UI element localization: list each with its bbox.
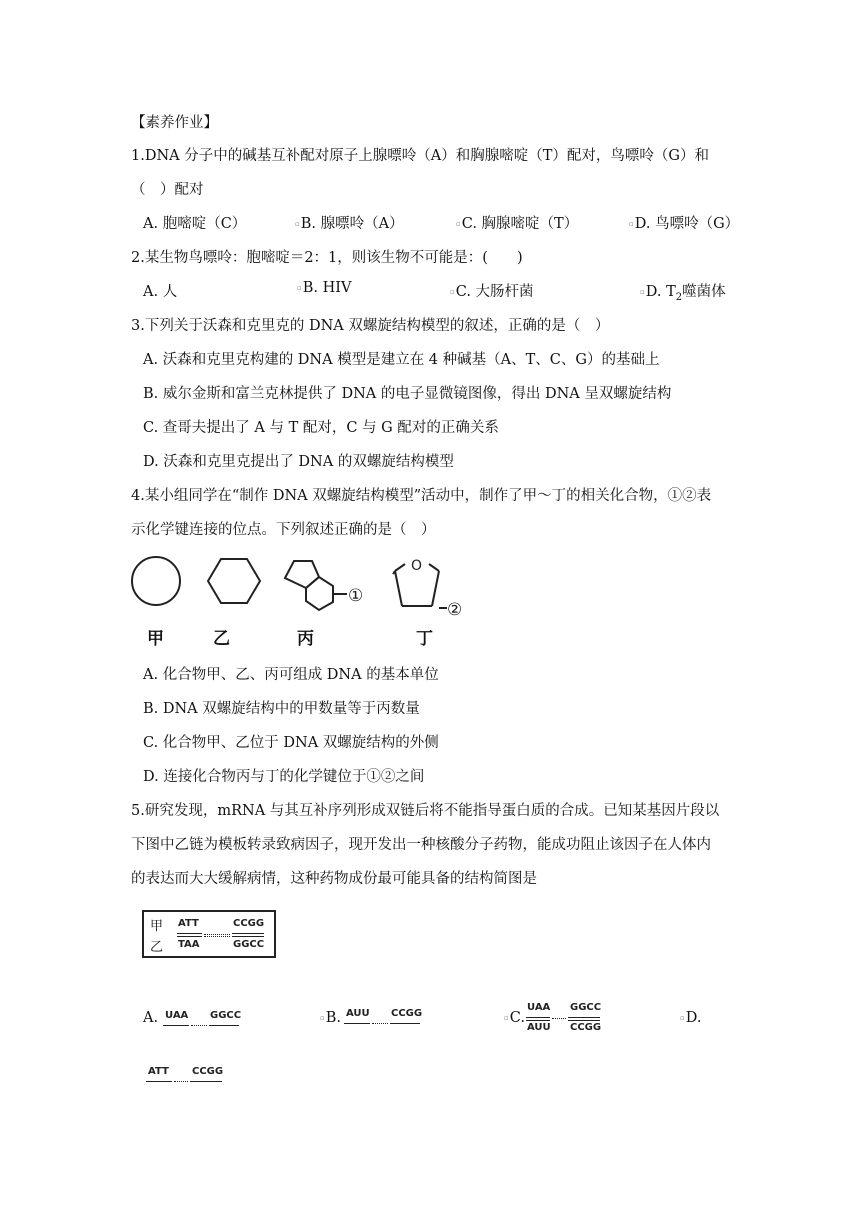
q5-option-c-diagram: [526, 1000, 606, 1038]
q2-option-c-text: C. 大肠杆菌: [455, 284, 534, 300]
label-bing: 丙: [297, 629, 314, 649]
q2-option-d-sub: 2: [675, 291, 683, 303]
option-b-dots: [372, 1023, 388, 1024]
q1-option-d: ▫D. 鸟嘌呤（G）: [629, 216, 740, 232]
q5-option-d-label-text: D.: [685, 1010, 702, 1026]
q4-stem-line2: 示化学键连接的位点。下列叙述正确的是（ ）: [131, 522, 436, 538]
q3-option-b: B. 威尔金斯和富兰克林提供了 DNA 的电子显微镜图像，得出 DNA 呈双螺旋结构: [143, 386, 672, 402]
chain2-right-seq: GGCC: [233, 939, 265, 950]
q5-option-a-diagram: [163, 1008, 243, 1030]
q1-option-b: ▫B. 腺嘌呤（A）: [295, 216, 404, 232]
q4-option-a: A. 化合物甲、乙、丙可组成 DNA 的基本单位: [143, 667, 439, 683]
q5-option-b-label-text: B.: [325, 1010, 342, 1026]
base-pair-line-right: [232, 933, 264, 937]
q1-option-d-text: D. 鸟嘌呤（G）: [634, 216, 740, 232]
section-title: 【素养作业】: [131, 115, 218, 131]
q1-stem-line1: 1.DNA 分子中的碱基互补配对原子上腺嘌呤（A）和胸腺嘧啶（T）配对，鸟嘌呤（G）和: [131, 148, 709, 164]
q3-option-c: C. 查哥夫提出了 A 与 T 配对，C 与 G 配对的正确关系: [143, 420, 499, 436]
site-mark-2: ②: [447, 600, 463, 620]
q1-stem-line2: （ ）配对: [131, 182, 204, 198]
q1-option-a: A. 胞嘧啶（C）: [143, 216, 247, 232]
label-ding: 丁: [416, 629, 433, 649]
option-c-top-left: UAA: [527, 1002, 551, 1013]
chain1-right-seq: CCGG: [233, 918, 265, 929]
q4-option-d: D. 连接化合物丙与丁的化学键位于①②之间: [143, 769, 425, 785]
option-c-pair-dots: [552, 1018, 566, 1019]
q5-stem-line1: 5.研究发现，mRNA 与其互补序列形成双链后将不能指导蛋白质的合成。已知某基因片段以: [131, 803, 720, 819]
q5-option-c-label: ▫C.: [504, 1010, 525, 1026]
option-a-left: UAA: [165, 1010, 189, 1021]
q5-option-a-label: A.: [143, 1010, 159, 1026]
q4-option-b: B. DNA 双螺旋结构中的甲数量等于丙数量: [143, 701, 420, 717]
option-c-pair-line-2: [568, 1017, 600, 1021]
base-pair-line-left: [177, 933, 202, 937]
option-d-right: CCGG: [192, 1066, 224, 1077]
q2-option-b: ▫B. HIV: [297, 280, 352, 296]
compound-yi-hexagon: [208, 559, 260, 603]
chain2-left-seq: TAA: [178, 939, 200, 950]
option-c-bottom-right: CCGG: [570, 1022, 602, 1033]
q5-option-b-label: ▫B.: [320, 1010, 342, 1026]
option-a-dots: [191, 1025, 207, 1026]
q5-option-d-label: ▫D.: [680, 1010, 702, 1026]
q2-stem: 2.某生物鸟嘌呤：胞嘧啶＝2：1，则该生物不可能是：( ): [131, 250, 523, 266]
q5-option-d-diagram: [146, 1064, 226, 1086]
q5-stem-line3: 的表达而大大缓解病情，这种药物成份最可能具备的结构简图是: [131, 871, 537, 887]
q4-stem-line1: 4.某小组同学在“制作 DNA 双螺旋结构模型”活动中，制作了甲～丁的相关化合物，①②表: [131, 488, 712, 504]
q2-option-d: ▫D. $T_2$噬菌体: [640, 284, 726, 303]
q5-option-c-label-text: C.: [509, 1010, 525, 1026]
q1-option-c-text: C. 胸腺嘧啶（T）: [461, 216, 579, 232]
chain2-label: 乙: [150, 940, 164, 955]
option-c-bottom-left: AUU: [527, 1022, 551, 1033]
option-b-right: CCGG: [391, 1008, 423, 1019]
q1-option-c: ▫C. 胸腺嘧啶（T）: [456, 216, 579, 232]
q4-option-c: C. 化合物甲、乙位于 DNA 双螺旋结构的外侧: [143, 735, 439, 751]
label-yi: 乙: [213, 629, 230, 649]
option-a-bond-line-2: [209, 1025, 239, 1026]
site-mark-1: ①: [348, 586, 364, 606]
q5-option-b-diagram: [344, 1006, 424, 1028]
option-d-bond-line-2: [190, 1081, 222, 1082]
option-c-pair-line: [526, 1017, 550, 1021]
q2-option-c: ▫C. 大肠杆菌: [450, 284, 534, 300]
option-b-left: AUU: [346, 1008, 370, 1019]
q1-option-b-text: B. 腺嘌呤（A）: [300, 216, 404, 232]
q2-option-d-prefix: D. T: [645, 284, 676, 300]
q3-option-a: A. 沃森和克里克构建的 DNA 模型是建立在 4 种碱基（A、T、C、G）的基础上: [143, 352, 660, 368]
q5-stem-line2: 下图中乙链为模板转录致病因子，现开发出一种核酸分子药物，能成功阻止该因子在人体内: [131, 837, 711, 853]
chain1-label: 甲: [150, 919, 164, 934]
option-c-top-right: GGCC: [570, 1002, 602, 1013]
option-b-bond-line: [344, 1023, 370, 1024]
q5-dna-figure: [142, 910, 276, 958]
option-d-left: ATT: [148, 1066, 169, 1077]
option-d-bond-line: [146, 1081, 172, 1082]
option-a-bond-line: [163, 1025, 189, 1026]
q2-option-a: A. 人: [143, 284, 178, 300]
q3-option-d: D. 沃森和克里克提出了 DNA 的双螺旋结构模型: [143, 454, 454, 470]
q2-option-d-suffix: 噬菌体: [682, 284, 726, 300]
ring-oxygen-atom: O: [411, 558, 423, 574]
base-pair-dots: [204, 934, 230, 937]
option-a-right: GGCC: [210, 1010, 242, 1021]
q3-stem: 3.下列关于沃森和克里克的 DNA 双螺旋结构模型的叙述，正确的是（ ）: [131, 318, 610, 334]
compound-bing-structure: [285, 561, 347, 610]
option-d-dots: [174, 1081, 188, 1082]
option-b-bond-line-2: [390, 1023, 420, 1024]
label-jia: 甲: [147, 629, 164, 649]
compound-jia-circle: [132, 557, 180, 605]
chain1-left-seq: ATT: [178, 918, 199, 929]
q2-option-b-text: B. HIV: [302, 280, 352, 296]
